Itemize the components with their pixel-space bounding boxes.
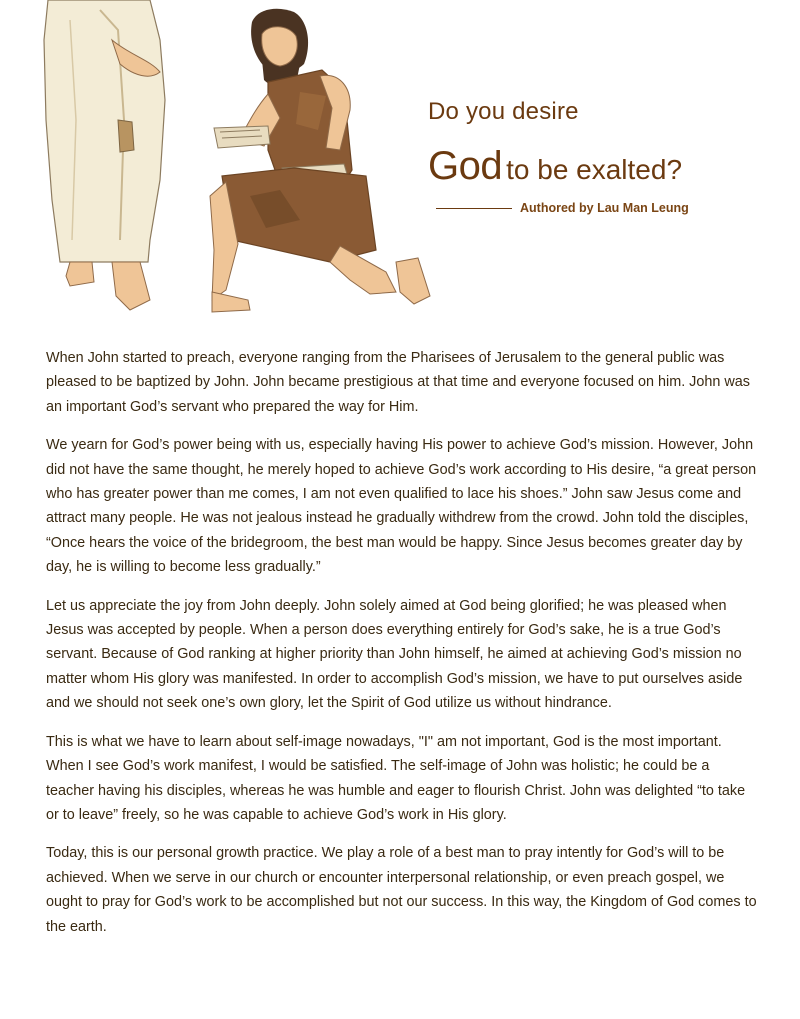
kneeling-figure: [210, 9, 430, 312]
illustration-jesus-and-john: [0, 0, 440, 320]
title-line-1: Do you desire: [428, 98, 579, 125]
title-rest: to be exalted?: [506, 154, 683, 185]
paragraph-2: We yearn for God’s power being with us, especially having His power to achieve God’s mission. However, John did not have the same thought, he merely hoped to achieve God’s work according to His desire, “a great person who has greater power than me comes, I am not even qualified to lace his shoes.” John saw Jesus come and attract many people. He was not jealous instead he gradually withdrew from the crowd. John told the disciples, “Once hears the voice of the bridegroom, the best man would be happy. Since Jesus becomes greater day by day, he is willing to become less gradually.”: [46, 437, 757, 576]
title-god-word: God: [428, 144, 503, 188]
article-body: [46, 346, 758, 953]
byline-author: Authored by Lau Man Leung: [520, 201, 689, 215]
title-block: [428, 98, 788, 215]
title-line-2: [428, 144, 788, 189]
byline-rule: [436, 208, 512, 209]
paragraph-4: This is what we have to learn about self-image nowadays, "I" am not important, God is the most important. When I see God’s work manifest, I would be satisfied. The self-image of John was holistic; he could be a teacher having his disciples, whereas he was humble and eager to flourish Christ. John was delighted “to take or to leave” freely, so he was capable to achieve God’s work in His glory.: [46, 733, 746, 823]
paragraph-5: Today, this is our personal growth practice. We play a role of a best man to pray intently for God’s will to be achieved. When we serve in our church or encounter interpersonal relationship, or even preach gospel, we ought to pray for God’s work to be accomplished but not our success. In this way, the Kingdom of God comes to the earth.: [46, 845, 757, 935]
paragraph-1: When John started to preach, everyone ranging from the Pharisees of Jerusalem to the general public was pleased to be baptized by John. John became prestigious at that time and everyone focused on him. John was an important God’s servant who prepared the way for Him.: [46, 350, 750, 415]
paragraph-3: Let us appreciate the joy from John deeply. John solely aimed at God being glorified; he was pleased when Jesus was accepted by people. When a person does everything entirely for God’s sake, he is a true God’s servant. Because of God ranking at higher priority than John himself, he aimed at achieving God’s mission no matter whom His glory was manifested. In order to accomplish God’s mission, we have to put ourselves aside and we should not seek one’s own glory, let the Spirit of God utilize us without hindrance.: [46, 597, 743, 712]
byline: [428, 201, 788, 215]
standing-figure: [44, 0, 165, 310]
